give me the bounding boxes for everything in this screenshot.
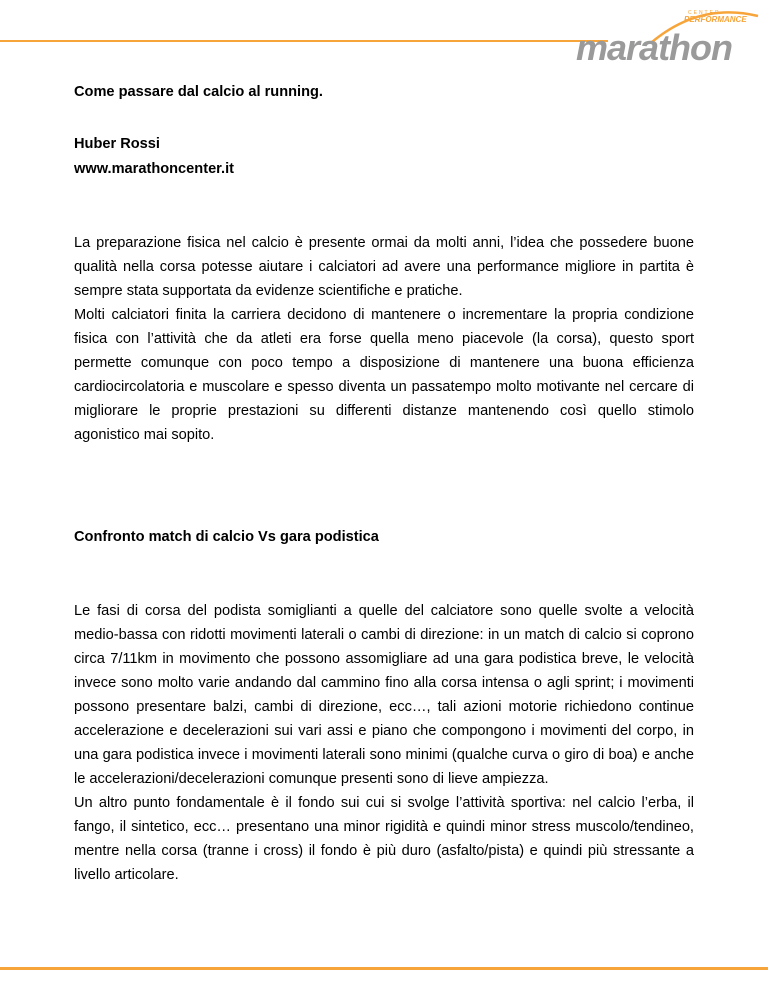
- author-website: www.marathoncenter.it: [74, 161, 235, 177]
- section-paragraph-1: Le fasi di corsa del podista somiglianti a quelle del calciatore sono quelle svolte a velocità medio-bassa con ridotti movimenti laterali o cambi di direzione: in un match di calcio si coprono circa 7/11km in movimento che possono assomigliare ad una gara podistica breve, le velocità invece sono molto varie andando dal cammino fino alla corsa intensa o agli sprint; i movimenti possono presentare balzi, cambi di direzione, ecc…, tali azioni motorie richiedono continue accelerazione e decelerazioni sui vari assi e piano che compongono i movimenti del corpo, in una gara podistica invece i movimenti laterali sono minimi (qualche curva o giro di boa) e anche le accelerazioni/decelerazioni comunque presenti sono di lieve ampiezza.: [74, 603, 694, 787]
- document-body: [74, 82, 694, 887]
- footer-rule: [0, 967, 768, 970]
- header-rule: [0, 40, 608, 42]
- intro-paragraph-1: La preparazione fisica nel calcio è presente ormai da molti anni, l’idea che possedere buone qualità nella corsa potesse aiutare i calciatori ad avere una performance migliore in partita è sempre stata supportata da evidenze scientifiche e pratiche.: [74, 235, 694, 299]
- logo-brand: marathon: [576, 27, 733, 68]
- intro-paragraph-2: Molti calciatori finita la carriera decidono di mantenere o incrementare la propria condizione fisica con l’attività che da atleti era forse quella meno piacevole (la corsa), questo sport permette comunque con poco tempo a disposizione di mantenere una buona efficienza cardiocircolatoria e muscolare e spesso diventa un passatempo molto motivante nel cercare di migliorare le proprie prestazioni su differenti distanze mantenendo così quello stimolo agonistico mai sopito.: [74, 307, 694, 443]
- marathon-logo: [560, 2, 760, 72]
- section-heading: Confronto match di calcio Vs gara podistica: [74, 529, 379, 545]
- author-name: Huber Rossi: [74, 136, 160, 152]
- section-paragraph-2: Un altro punto fondamentale è il fondo sui cui si svolge l’attività sportiva: nel calcio l’erba, il fango, il sintetico, ecc… presentano una minor rigidità e quindi minor stress muscolo/tendineo, mentre nella corsa (tranne i cross) il fondo è più duro (asfalto/pista) e quindi più stressante a livello articolare.: [74, 795, 694, 883]
- logo-small-text: CENTER: [688, 10, 721, 16]
- logo-tagline: PERFORMANCE: [684, 15, 747, 24]
- doc-title: Come passare dal calcio al running.: [74, 84, 323, 100]
